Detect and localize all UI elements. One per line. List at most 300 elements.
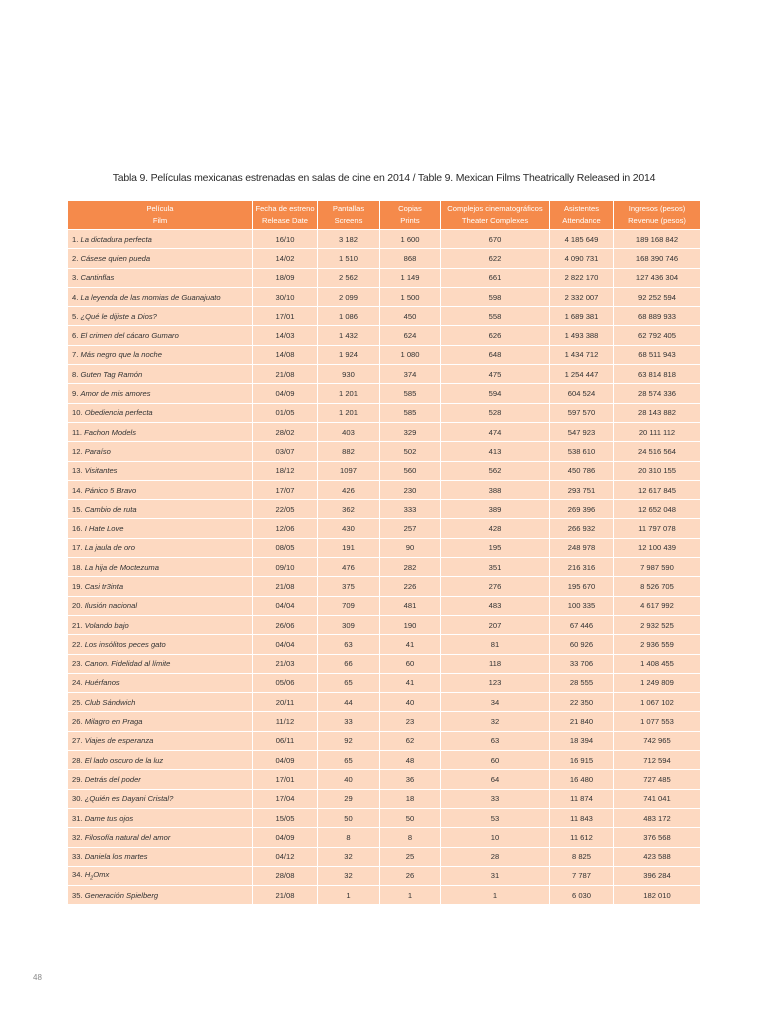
- film-title: La jaula de oro: [84, 543, 135, 553]
- film-title: La hija de Moctezuma: [84, 562, 159, 572]
- cell-revenue: 189 168 842: [614, 229, 700, 248]
- cell-complexes: 64: [441, 769, 550, 788]
- film-title: Fachon Models: [84, 427, 137, 437]
- column-header-theater-complexes: [441, 201, 550, 229]
- table-row: [68, 692, 700, 711]
- cell-date: 14/03: [253, 325, 318, 344]
- table-row: [68, 634, 700, 653]
- column-header-revenue: [614, 201, 700, 229]
- cell-film: [68, 557, 253, 576]
- cell-film: [68, 847, 253, 866]
- cell-complexes: 626: [441, 325, 550, 344]
- table-row: [68, 441, 700, 460]
- cell-film: [68, 364, 253, 383]
- cell-date: 16/10: [253, 229, 318, 248]
- cell-date: 05/06: [253, 673, 318, 692]
- cell-attendance: 11 612: [550, 827, 614, 846]
- cell-date: 21/03: [253, 654, 318, 673]
- cell-complexes: 388: [441, 480, 550, 499]
- cell-revenue: 63 814 818: [614, 364, 700, 383]
- cell-prints: 450: [380, 306, 441, 325]
- cell-revenue: 727 485: [614, 769, 700, 788]
- cell-film: [68, 538, 253, 557]
- cell-prints: 481: [380, 596, 441, 615]
- cell-screens: 375: [318, 576, 380, 595]
- table-row: [68, 673, 700, 692]
- cell-revenue: 396 284: [614, 866, 700, 885]
- cell-complexes: 10: [441, 827, 550, 846]
- cell-revenue: 12 100 439: [614, 538, 700, 557]
- cell-film: [68, 827, 253, 846]
- cell-prints: 1: [380, 885, 441, 904]
- cell-revenue: 68 889 933: [614, 306, 700, 325]
- cell-revenue: 2 932 525: [614, 615, 700, 634]
- cell-complexes: 594: [441, 383, 550, 402]
- film-title: Daniela los martes: [84, 852, 148, 862]
- film-title: Club Sándwich: [84, 697, 136, 707]
- cell-revenue: 68 511 943: [614, 345, 700, 364]
- cell-prints: 230: [380, 480, 441, 499]
- cell-attendance: 16 915: [550, 750, 614, 769]
- cell-complexes: 648: [441, 345, 550, 364]
- column-header-es: Ingresos (pesos): [628, 204, 686, 213]
- column-header-es: Asistentes: [563, 204, 600, 213]
- film-title: Cásese quien pueda: [80, 253, 151, 263]
- cell-screens: 1 924: [318, 345, 380, 364]
- cell-film: [68, 731, 253, 750]
- table-row: [68, 596, 700, 615]
- cell-screens: 930: [318, 364, 380, 383]
- row-number: 26.: [72, 717, 83, 727]
- table-row: [68, 885, 700, 904]
- cell-date: 28/02: [253, 422, 318, 441]
- cell-prints: 560: [380, 461, 441, 480]
- cell-revenue: 742 965: [614, 731, 700, 750]
- cell-date: 20/11: [253, 692, 318, 711]
- column-header-es: Película: [146, 204, 174, 213]
- cell-complexes: 558: [441, 306, 550, 325]
- cell-attendance: 7 787: [550, 866, 614, 885]
- cell-prints: 8: [380, 827, 441, 846]
- cell-film: [68, 596, 253, 615]
- cell-prints: 48: [380, 750, 441, 769]
- film-title: Huérfanos: [84, 678, 120, 688]
- cell-screens: 430: [318, 518, 380, 537]
- cell-screens: 882: [318, 441, 380, 460]
- cell-screens: 65: [318, 750, 380, 769]
- cell-film: [68, 615, 253, 634]
- cell-screens: 66: [318, 654, 380, 673]
- cell-complexes: 528: [441, 403, 550, 422]
- cell-complexes: 207: [441, 615, 550, 634]
- cell-attendance: 216 316: [550, 557, 614, 576]
- cell-attendance: 597 570: [550, 403, 614, 422]
- table-row: [68, 268, 700, 287]
- cell-screens: 1 201: [318, 383, 380, 402]
- table-row: [68, 345, 700, 364]
- row-number: 28.: [72, 755, 83, 765]
- cell-film: [68, 229, 253, 248]
- cell-complexes: 622: [441, 248, 550, 267]
- film-title: Filosofía natural del amor: [84, 832, 171, 842]
- cell-prints: 624: [380, 325, 441, 344]
- row-number: 11.: [72, 427, 82, 437]
- cell-film: [68, 383, 253, 402]
- cell-film: [68, 518, 253, 537]
- table-row: [68, 808, 700, 827]
- cell-film: [68, 422, 253, 441]
- cell-prints: 25: [380, 847, 441, 866]
- table-row: [68, 711, 700, 730]
- table-row: [68, 769, 700, 788]
- cell-screens: 44: [318, 692, 380, 711]
- row-number: 32.: [72, 832, 83, 842]
- cell-prints: 282: [380, 557, 441, 576]
- film-title: Visitantes: [84, 466, 118, 476]
- cell-revenue: 1 408 455: [614, 654, 700, 673]
- cell-attendance: 21 840: [550, 711, 614, 730]
- cell-date: 17/04: [253, 789, 318, 808]
- cell-attendance: 538 610: [550, 441, 614, 460]
- cell-complexes: 34: [441, 692, 550, 711]
- row-number: 5.: [72, 311, 79, 321]
- cell-screens: 309: [318, 615, 380, 634]
- film-title: Pánico 5 Bravo: [84, 485, 137, 495]
- cell-prints: 226: [380, 576, 441, 595]
- cell-film: [68, 268, 253, 287]
- cell-screens: 1 086: [318, 306, 380, 325]
- column-header-en: Theater Complexes: [461, 216, 529, 225]
- cell-revenue: 20 111 112: [614, 422, 700, 441]
- film-title: Amor de mis amores: [80, 389, 151, 399]
- cell-attendance: 1 493 388: [550, 325, 614, 344]
- cell-attendance: 8 825: [550, 847, 614, 866]
- cell-film: [68, 808, 253, 827]
- cell-film: [68, 750, 253, 769]
- film-title: Detrás del poder: [84, 774, 141, 784]
- cell-prints: 585: [380, 403, 441, 422]
- table-row: [68, 866, 700, 885]
- cell-prints: 36: [380, 769, 441, 788]
- table-row: [68, 847, 700, 866]
- row-number: 7.: [72, 350, 79, 360]
- cell-date: 26/06: [253, 615, 318, 634]
- cell-date: 01/05: [253, 403, 318, 422]
- cell-complexes: 53: [441, 808, 550, 827]
- cell-revenue: 182 010: [614, 885, 700, 904]
- cell-date: 17/01: [253, 306, 318, 325]
- cell-prints: 502: [380, 441, 441, 460]
- cell-attendance: 4 090 731: [550, 248, 614, 267]
- cell-prints: 333: [380, 499, 441, 518]
- cell-attendance: 16 480: [550, 769, 614, 788]
- table-row: [68, 364, 700, 383]
- cell-screens: 1 201: [318, 403, 380, 422]
- row-number: 29.: [72, 774, 83, 784]
- cell-complexes: 276: [441, 576, 550, 595]
- cell-screens: 63: [318, 634, 380, 653]
- table-header-row: [68, 201, 700, 229]
- film-title: $H_2Omx$: [84, 870, 110, 882]
- cell-screens: 2 562: [318, 268, 380, 287]
- cell-attendance: 18 394: [550, 731, 614, 750]
- cell-revenue: 12 617 845: [614, 480, 700, 499]
- row-number: 1.: [72, 234, 79, 244]
- cell-screens: 92: [318, 731, 380, 750]
- cell-complexes: 474: [441, 422, 550, 441]
- cell-attendance: 269 396: [550, 499, 614, 518]
- cell-prints: 41: [380, 673, 441, 692]
- cell-attendance: 248 978: [550, 538, 614, 557]
- film-title: Milagro en Praga: [84, 717, 143, 727]
- row-number: 23.: [72, 659, 83, 669]
- table-row: [68, 461, 700, 480]
- cell-film: [68, 654, 253, 673]
- cell-attendance: 100 335: [550, 596, 614, 615]
- cell-attendance: 11 843: [550, 808, 614, 827]
- film-title: Paraíso: [84, 446, 111, 456]
- cell-prints: 60: [380, 654, 441, 673]
- row-number: 33.: [72, 852, 83, 862]
- cell-screens: 1 510: [318, 248, 380, 267]
- cell-prints: 868: [380, 248, 441, 267]
- column-header-es: Pantallas: [332, 204, 365, 213]
- cell-film: [68, 441, 253, 460]
- cell-film: [68, 248, 253, 267]
- row-number: 14.: [72, 485, 83, 495]
- cell-prints: 18: [380, 789, 441, 808]
- column-header-en: Screens: [334, 216, 363, 225]
- row-number: 13.: [72, 466, 83, 476]
- table-row: [68, 229, 700, 248]
- cell-revenue: 24 516 564: [614, 441, 700, 460]
- row-number: 22.: [72, 639, 83, 649]
- cell-screens: 32: [318, 847, 380, 866]
- cell-date: 14/08: [253, 345, 318, 364]
- film-title: Canon. Fidelidad al límite: [84, 659, 171, 669]
- cell-revenue: 12 652 048: [614, 499, 700, 518]
- table-row: [68, 287, 700, 306]
- cell-prints: 40: [380, 692, 441, 711]
- cell-date: 11/12: [253, 711, 318, 730]
- cell-date: 08/05: [253, 538, 318, 557]
- cell-complexes: 351: [441, 557, 550, 576]
- cell-date: 04/09: [253, 750, 318, 769]
- cell-attendance: 547 923: [550, 422, 614, 441]
- cell-complexes: 31: [441, 866, 550, 885]
- cell-attendance: 2 822 170: [550, 268, 614, 287]
- cell-complexes: 483: [441, 596, 550, 615]
- row-number: 25.: [72, 697, 83, 707]
- cell-date: 14/02: [253, 248, 318, 267]
- cell-film: [68, 306, 253, 325]
- column-header-film: [68, 201, 253, 229]
- row-number: 19.: [72, 581, 83, 591]
- table-row: [68, 789, 700, 808]
- cell-date: 18/12: [253, 461, 318, 480]
- table-row: [68, 383, 700, 402]
- cell-date: 06/11: [253, 731, 318, 750]
- table-row: [68, 518, 700, 537]
- row-number: 34.: [72, 870, 83, 880]
- row-number: 12.: [72, 446, 83, 456]
- cell-screens: 1: [318, 885, 380, 904]
- cell-attendance: 195 670: [550, 576, 614, 595]
- film-title: Cantinflas: [80, 273, 115, 283]
- cell-revenue: 92 252 594: [614, 287, 700, 306]
- column-header-prints: [380, 201, 441, 229]
- film-title: Volando bajo: [84, 620, 129, 630]
- cell-attendance: 1 434 712: [550, 345, 614, 364]
- cell-complexes: 28: [441, 847, 550, 866]
- cell-revenue: 28 574 336: [614, 383, 700, 402]
- film-title: El lado oscuro de la luz: [84, 755, 164, 765]
- cell-date: 22/05: [253, 499, 318, 518]
- cell-revenue: 62 792 405: [614, 325, 700, 344]
- film-title: Guten Tag Ramón: [80, 369, 143, 379]
- row-number: 35.: [72, 890, 83, 900]
- cell-revenue: 2 936 559: [614, 634, 700, 653]
- column-header-release-date: [253, 201, 318, 229]
- column-header-attendance: [550, 201, 614, 229]
- film-title: Más negro que la noche: [80, 350, 162, 360]
- cell-prints: 26: [380, 866, 441, 885]
- cell-attendance: 293 751: [550, 480, 614, 499]
- row-number: 10.: [72, 408, 83, 418]
- cell-screens: 2 099: [318, 287, 380, 306]
- cell-revenue: 712 594: [614, 750, 700, 769]
- cell-revenue: 28 143 882: [614, 403, 700, 422]
- cell-complexes: 123: [441, 673, 550, 692]
- row-number: 15.: [72, 504, 83, 514]
- cell-attendance: 33 706: [550, 654, 614, 673]
- table-row: [68, 325, 700, 344]
- cell-date: 09/10: [253, 557, 318, 576]
- cell-film: [68, 403, 253, 422]
- cell-date: 15/05: [253, 808, 318, 827]
- cell-screens: 3 182: [318, 229, 380, 248]
- table-row: [68, 557, 700, 576]
- cell-film: [68, 576, 253, 595]
- cell-screens: 50: [318, 808, 380, 827]
- row-number: 4.: [72, 292, 79, 302]
- column-header-es: Complejos cinematográficos: [447, 204, 543, 213]
- film-title: Cambio de ruta: [84, 504, 137, 514]
- cell-attendance: 22 350: [550, 692, 614, 711]
- cell-attendance: 450 786: [550, 461, 614, 480]
- table-row: [68, 248, 700, 267]
- cell-revenue: 423 588: [614, 847, 700, 866]
- cell-date: 18/09: [253, 268, 318, 287]
- column-header-en: Prints: [400, 216, 420, 225]
- cell-complexes: 195: [441, 538, 550, 557]
- cell-prints: 41: [380, 634, 441, 653]
- table-row: [68, 480, 700, 499]
- table-row: [68, 750, 700, 769]
- table-row: [68, 654, 700, 673]
- cell-date: 12/06: [253, 518, 318, 537]
- cell-revenue: 1 077 553: [614, 711, 700, 730]
- cell-attendance: 2 332 007: [550, 287, 614, 306]
- film-title: I Hate Love: [84, 524, 124, 534]
- cell-attendance: 4 185 649: [550, 229, 614, 248]
- table-row: [68, 615, 700, 634]
- cell-screens: 426: [318, 480, 380, 499]
- table-row: [68, 576, 700, 595]
- cell-complexes: 475: [441, 364, 550, 383]
- cell-prints: 585: [380, 383, 441, 402]
- cell-attendance: 1 254 447: [550, 364, 614, 383]
- cell-prints: 1 500: [380, 287, 441, 306]
- column-header-en: Release Date: [261, 216, 308, 225]
- table-row: [68, 731, 700, 750]
- cell-screens: 8: [318, 827, 380, 846]
- cell-date: 03/07: [253, 441, 318, 460]
- cell-revenue: 1 067 102: [614, 692, 700, 711]
- films-table: [68, 201, 700, 904]
- row-number: 24.: [72, 678, 83, 688]
- cell-screens: 1 432: [318, 325, 380, 344]
- film-title: ¿Qué le dijiste a Dios?: [80, 311, 157, 321]
- cell-complexes: 63: [441, 731, 550, 750]
- cell-screens: 1097: [318, 461, 380, 480]
- cell-prints: 1 080: [380, 345, 441, 364]
- cell-prints: 190: [380, 615, 441, 634]
- cell-date: 21/08: [253, 885, 318, 904]
- cell-film: [68, 673, 253, 692]
- cell-attendance: 28 555: [550, 673, 614, 692]
- row-number: 6.: [72, 331, 79, 341]
- row-number: 9.: [72, 389, 79, 399]
- cell-prints: 23: [380, 711, 441, 730]
- cell-prints: 1 600: [380, 229, 441, 248]
- cell-film: [68, 287, 253, 306]
- cell-complexes: 33: [441, 789, 550, 808]
- cell-date: 04/09: [253, 827, 318, 846]
- cell-date: 28/08: [253, 866, 318, 885]
- cell-prints: 329: [380, 422, 441, 441]
- cell-film: [68, 769, 253, 788]
- cell-prints: 62: [380, 731, 441, 750]
- cell-screens: 476: [318, 557, 380, 576]
- cell-date: 04/04: [253, 596, 318, 615]
- cell-revenue: 168 390 746: [614, 248, 700, 267]
- film-title: Ilusión nacional: [84, 601, 138, 611]
- cell-screens: 32: [318, 866, 380, 885]
- row-number: 27.: [72, 736, 83, 746]
- film-title: Generación Spielberg: [84, 890, 159, 900]
- cell-complexes: 389: [441, 499, 550, 518]
- cell-complexes: 562: [441, 461, 550, 480]
- cell-complexes: 598: [441, 287, 550, 306]
- cell-film: [68, 325, 253, 344]
- cell-screens: 33: [318, 711, 380, 730]
- table-body: [68, 229, 700, 904]
- cell-date: 04/12: [253, 847, 318, 866]
- cell-film: [68, 634, 253, 653]
- cell-revenue: 741 041: [614, 789, 700, 808]
- cell-complexes: 118: [441, 654, 550, 673]
- cell-attendance: 60 926: [550, 634, 614, 653]
- cell-screens: 191: [318, 538, 380, 557]
- cell-revenue: 20 310 155: [614, 461, 700, 480]
- row-number: 17.: [72, 543, 83, 553]
- cell-date: 04/04: [253, 634, 318, 653]
- cell-film: [68, 866, 253, 885]
- film-title: Los insólitos peces gato: [84, 639, 166, 649]
- row-number: 21.: [72, 620, 83, 630]
- cell-complexes: 413: [441, 441, 550, 460]
